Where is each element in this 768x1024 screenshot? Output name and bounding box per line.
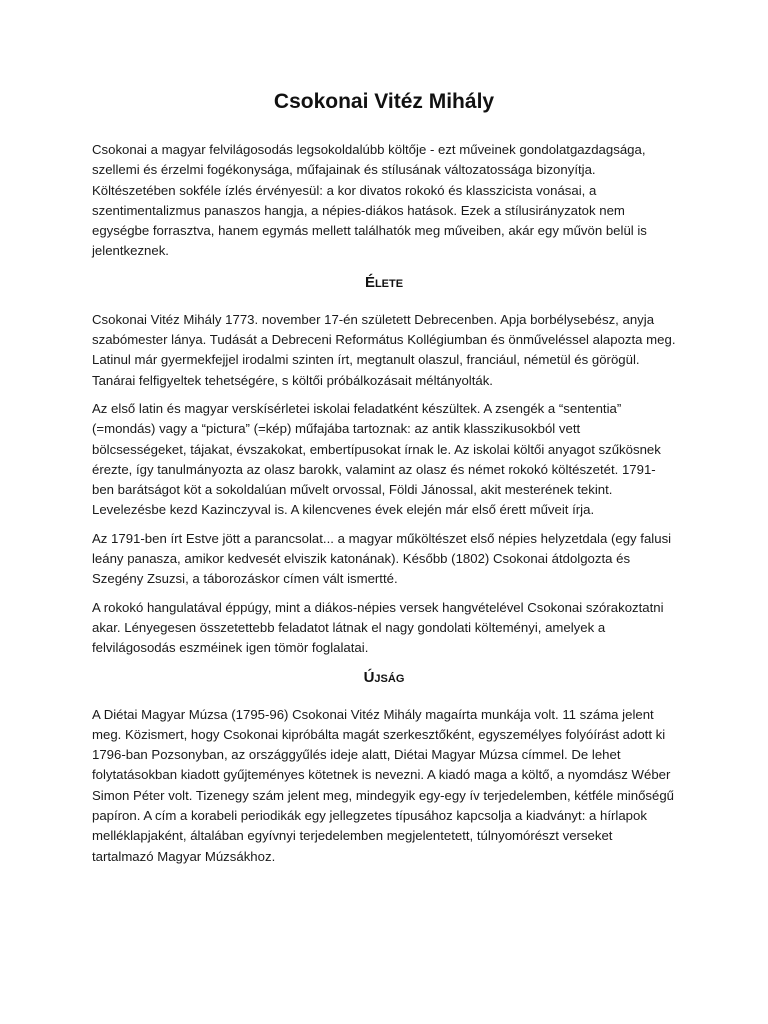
document-page [92, 86, 676, 875]
paragraph: Az első latin és magyar verskísérletei iskolai feladatként készültek. A zsengék a “sententia” (=mondás) vagy a “pictura” (=kép) műfajába tartoznak: az antik klasszikusokból vett bölcsességeket, tájakat, évszakokat, embertípusokat írnak le. Az iskolai költői anyagot szűkösnek érezte, így tanulmányozta az olasz barokk, valamint az olasz és német rokokó költészetét. 1791-ben barátságot köt a sokoldalúan művelt orvossal, Földi Jánossal, akit mesterének tekint. Levelezésbe kezd Kazinczyval is. A kilencvenes évek elején már első érett műveit írja. [92, 400, 661, 518]
intro-paragraph: Csokonai a magyar felvilágosodás legsokoldalúbb költője - ezt műveinek gondolatgazdagsága, szellemi és érzelmi fogékonysága, műfajainak és stílusának változatossága bizonyítja. Költészetében sokféle ízlés érvényesül: a kor divatos rokokó és klasszicista vonásai, a szentimentalizmus panaszos hangja, a népies-diákos hatások. Ezek a stílusirányzatok nem egységbe forrasztva, hanem egymás mellett találhatók meg műveiben, akár egy művön belül is jelentkeznek. [92, 142, 647, 259]
section-heading-elete: Élete [364, 273, 404, 291]
section-heading-ujsag: Újság [363, 668, 405, 686]
paragraph: Az 1791-ben írt Estve jött a parancsolat... a magyar műköltészet első népies helyzetdala (egy falusi leány panasza, amikor kedvesét elviszik katonának). Később (1802) Csokonai átdolgozta és Szegény Zsuzsi, a táborozáskor címen vált ismertté. [92, 530, 672, 587]
paragraph: A rokokó hangulatával éppúgy, mint a diákos-népies versek hangvételével Csokonai szórakoztatni akar. Lényegesen összetettebb feladatot látnak el nagy gondolati költeményi, amelyek a felvilágosodás eszméinek igen tömör foglalatai. [92, 599, 664, 656]
paragraph: A Diétai Magyar Múzsa (1795-96) Csokonai Vitéz Mihály magaírta munkája volt. 11 száma jelent meg. Közismert, hogy Csokonai kipróbálta magát szerkesztőként, egyszemélyes folyóírást adott ki 1796-ban Pozsonyban, az országgyűlés ideje alatt, Diétai Magyar Múzsa címmel. De lehet folytatásokban kiadott gyűjteményes kötetnek is nevezni. A kiadó maga a költő, a nyomdász Wéber Simon Péter volt. Tizenegy szám jelent meg, mindegyik egy-egy ív terjedelemben, kétféle minőségű papíron. A cím a korabeli periodikák egy jellegzetes típusához kapcsolja a kiadványt: a hírlapok melléklapjaként, általában egyívnyi terjedelemben megjelentetett, túlnyomórészt verseket tartalmazó Magyar Múzsákhoz. [92, 706, 675, 864]
paragraph: Csokonai Vitéz Mihály 1773. november 17-én született Debrecenben. Apja borbélysebész, anyja szabómester lánya. Tudását a Debreceni Református Kollégiumban és önműveléssel alapozta meg. Latinul már gyermekfejjel irodalmi szinten írt, megtanult olaszul, franciául, németül és görögül. Tanárai felfigyeltek tehetségére, s költői próbálkozásait méltányolták. [92, 311, 676, 388]
document-title: Csokonai Vitéz Mihály [273, 90, 495, 113]
